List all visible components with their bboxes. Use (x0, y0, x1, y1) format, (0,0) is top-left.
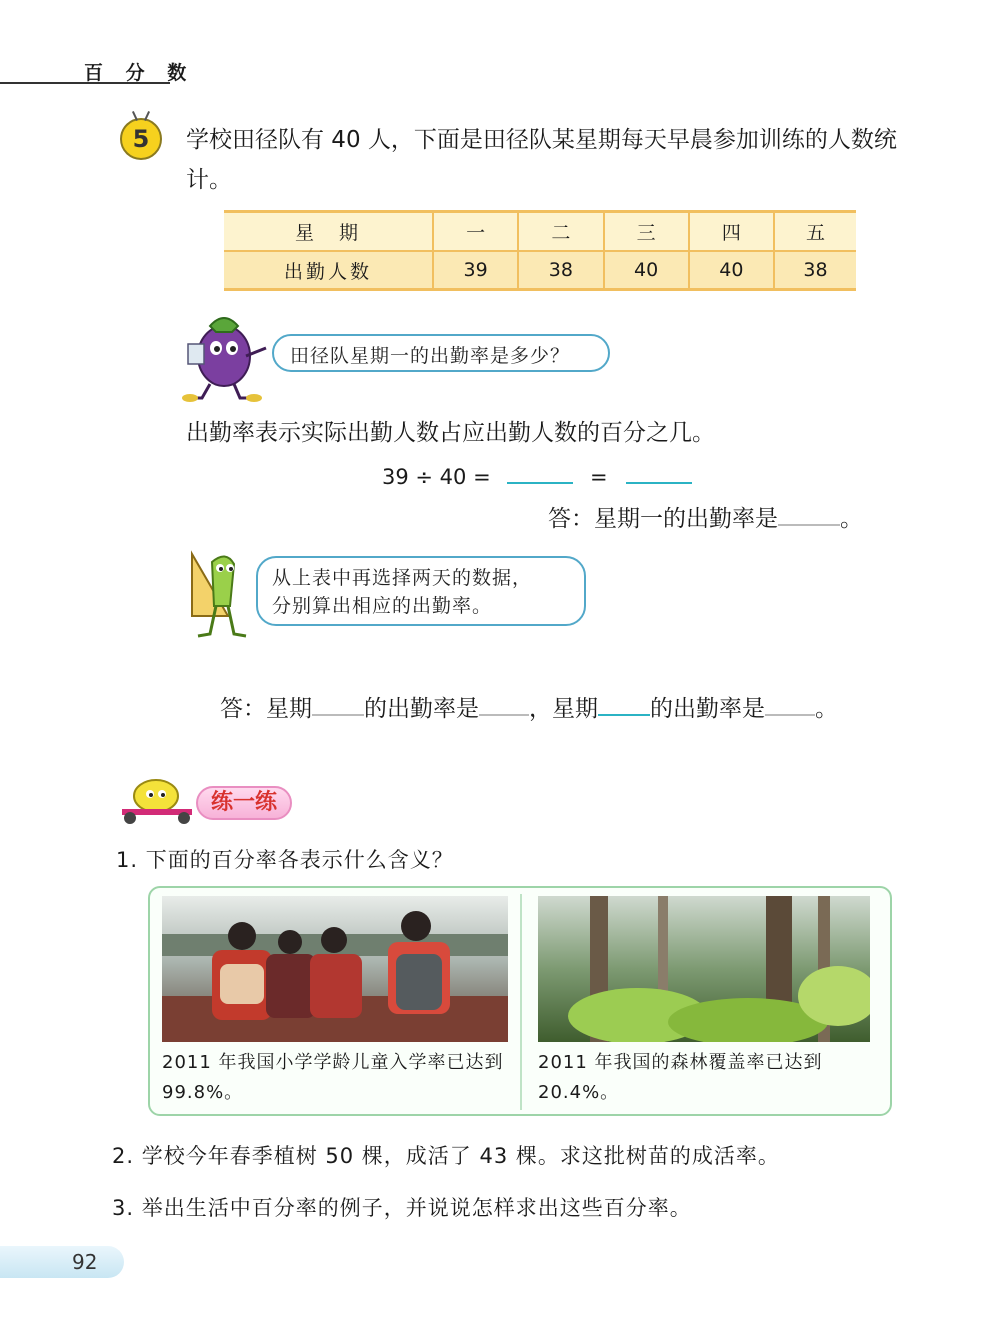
task-bubble (256, 556, 586, 626)
table-cell: 星 期 (224, 212, 433, 252)
question-3: 3. 举出生活中百分率的例子，并说说怎样求出这些百分率。 (112, 1196, 692, 1220)
table-cell: 39 (433, 251, 518, 290)
equation-equals: = (590, 465, 608, 489)
answer-monday (548, 500, 863, 533)
forest-photo (538, 896, 870, 1042)
photo-divider (520, 894, 522, 1110)
table-cell: 38 (518, 251, 603, 290)
header-rule (0, 82, 170, 84)
fill-blank[interactable] (479, 692, 529, 716)
table-row (224, 212, 856, 252)
table-cell: 五 (774, 212, 856, 252)
fill-blank[interactable] (312, 692, 364, 716)
fill-blank[interactable] (598, 692, 650, 716)
fill-blank[interactable] (507, 460, 573, 484)
answer-text: 的出勤率是 (364, 696, 479, 722)
practice-label: 练一练 (196, 786, 292, 820)
fill-blank[interactable] (626, 460, 692, 484)
fill-blank[interactable] (778, 502, 840, 526)
table-cell: 40 (689, 251, 774, 290)
lemon-on-scooter-icon (112, 776, 202, 826)
page-number-tab (0, 1246, 124, 1278)
fill-blank[interactable] (765, 692, 815, 716)
table-cell: 四 (689, 212, 774, 252)
table-row (224, 251, 856, 290)
table-cell: 三 (604, 212, 689, 252)
table-cell: 一 (433, 212, 518, 252)
answer-text: 。 (840, 506, 863, 532)
answer-text: 答：星期 (220, 696, 312, 722)
answer-text: 的出勤率是 (650, 696, 765, 722)
eggplant-character-icon (180, 304, 276, 404)
table-cell: 40 (604, 251, 689, 290)
bubble-line: 分别算出相应的出勤率。 (272, 595, 493, 617)
question-1: 1. 下面的百分率各表示什么含义？ (116, 848, 454, 872)
table-cell: 二 (518, 212, 603, 252)
equation (382, 460, 692, 489)
attendance-table (224, 210, 856, 291)
ruler-character-icon (184, 546, 258, 642)
table-cell: 38 (774, 251, 856, 290)
question-2: 2. 学校今年春季植树 50 棵，成活了 43 棵。求这批树苗的成活率。 (112, 1144, 780, 1168)
page-number: 92 (72, 1250, 98, 1274)
answer-text: ，星期 (529, 696, 598, 722)
answer-text: 。 (815, 696, 838, 722)
attendance-rate-definition: 出勤率表示实际出勤人数占应出勤人数的百分之几。 (186, 420, 715, 446)
problem-text: 学校田径队有 40 人，下面是田径队某星期每天早晨参加训练的人数统计。 (186, 127, 897, 193)
equation-left: 39 ÷ 40 = (382, 465, 491, 489)
answer-two-days (220, 690, 838, 723)
photo-caption-enrollment: 2011 年我国小学学龄儿童入学率已达到 99.8%。 (162, 1052, 504, 1103)
children-photo (162, 896, 508, 1042)
photo-caption-forest: 2011 年我国的森林覆盖率已达到 20.4%。 (538, 1052, 823, 1103)
chapter-title: 百 分 数 (84, 62, 195, 84)
question-bubble: 田径队星期一的出勤率是多少？ (272, 334, 610, 372)
example-number-badge: 5 (120, 118, 162, 160)
bubble-line: 从上表中再选择两天的数据， (272, 567, 533, 589)
answer-text: 答：星期一的出勤率是 (548, 506, 778, 532)
table-cell: 出勤人数 (224, 251, 433, 290)
